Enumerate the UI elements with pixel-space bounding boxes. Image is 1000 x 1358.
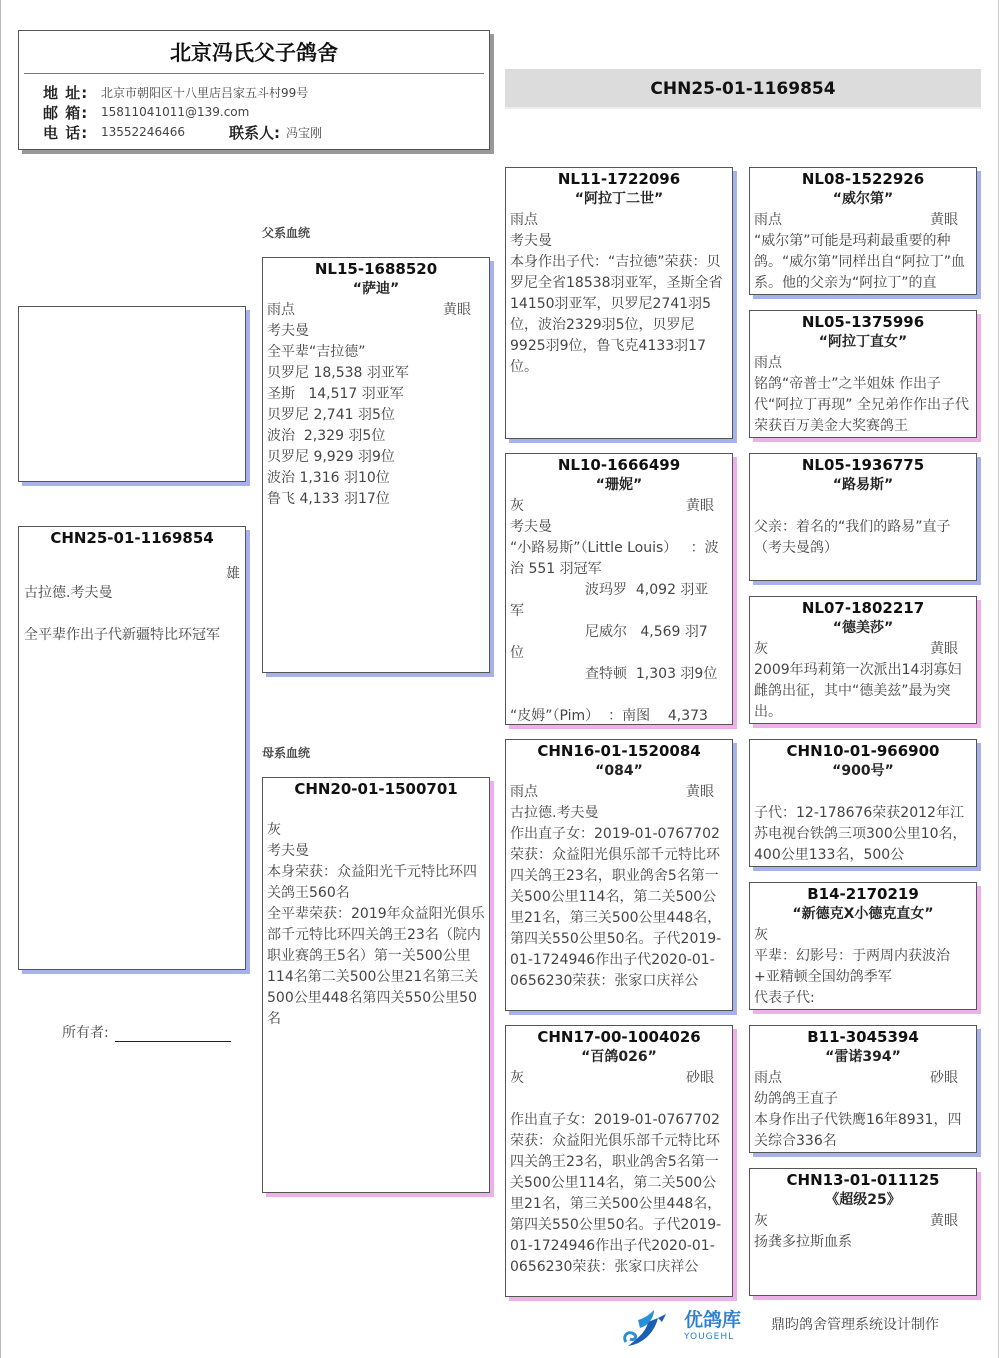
card-line: 本身作出子代：“吉拉德”荣获：贝罗尼全省18538羽亚军，圣斯全省14150羽亚军，贝罗尼2741羽5位，波治2329羽5位，贝罗尼9925羽9位，鲁飞克4133羽17位。 xyxy=(510,254,723,375)
card-line: 全平辈荣获：2019年众益阳光俱乐部千元特比环四关鸽王23名（院内职业赛鸽王5名）第一关500公里114名第二关500公里21名第三关500公里448名第四关550公里50名 xyxy=(267,906,485,1027)
card-name: “阿拉丁直女” xyxy=(818,334,908,350)
card-color: 雨点 xyxy=(510,212,538,228)
sire-section-label: 父系血统 xyxy=(262,226,311,240)
card-line: 代表子代: xyxy=(754,990,815,1006)
sss-card xyxy=(749,167,977,295)
subject-note: 全平辈作出子代新疆特比环冠军 xyxy=(24,627,220,643)
card-ring: NL08-1522926 xyxy=(801,170,925,188)
card-line: 查特顿 1,303 羽9位 xyxy=(585,666,718,682)
sire-card xyxy=(262,257,490,673)
card-line: 作出直子女：2019-01-0767702荣获：众益阳光俱乐部千元特比环四关鸽王23名，职业鸽舍5名第一关500公里114名，第二关500公里21名，第三关500公里448名，第四关550公里50名。子代2019-01-1724946作出子代2020-01-0656230荣获：张家口庆祥公 xyxy=(510,1112,722,1275)
card-line: 考夫曼 xyxy=(267,323,309,339)
card-line: 父亲：着名的“我们的路易”直子（考夫曼鸽） xyxy=(754,519,951,556)
contact-value: 冯宝刚 xyxy=(285,125,322,140)
email-value[interactable]: 15811041011@139.com xyxy=(101,105,250,119)
card-color: 灰 xyxy=(510,1070,524,1086)
card-name: “德美莎” xyxy=(832,620,894,636)
ddd-card xyxy=(749,1168,977,1296)
card-line: “威尔第”可能是玛莉最重要的种鸽。“威尔第”同样出自“阿拉丁”血系。他的父亲为“阿拉丁”的直 xyxy=(754,233,966,291)
card-name: “阿拉丁二世” xyxy=(574,191,664,207)
footer-credit: 鼎昀鸽舍管理系统设计制作 xyxy=(771,1317,939,1333)
footer-brand xyxy=(684,1309,741,1343)
card-color: 灰 xyxy=(754,641,768,657)
card-eye: 砂眼 xyxy=(686,1070,714,1086)
card-line: 铭鸽“帝普士”之半姐妹 作出子代“阿拉丁再现” 全兄弟作作出子代荣获百万美金大奖赛鸽王 xyxy=(754,376,969,434)
card-line: 波玛罗 4,092 羽亚 xyxy=(585,582,709,598)
card-name: “威尔第” xyxy=(832,191,894,207)
card-name: “新德克X小德克直女” xyxy=(792,906,934,922)
card-line: 考夫曼 xyxy=(510,519,552,535)
card-eye: 黄眼 xyxy=(930,212,958,228)
pigeon-photo-placeholder xyxy=(18,306,246,482)
spacer xyxy=(24,604,240,625)
card-name: “萨迪” xyxy=(352,281,400,297)
dam-card xyxy=(262,777,490,1193)
page-border-left xyxy=(0,0,1,1358)
card-color-eye xyxy=(510,210,728,231)
card-line: 鲁飞 4,133 羽17位 xyxy=(267,491,390,507)
dds-card xyxy=(749,1025,977,1153)
card-color-eye xyxy=(267,300,485,321)
brand-name-en: YOUGEHL xyxy=(684,1332,735,1342)
phone-row xyxy=(43,122,489,142)
loft-header xyxy=(18,30,490,150)
phone-value: 13552246466 xyxy=(101,125,185,139)
loft-name: 北京冯氏父子鸽舍 xyxy=(170,41,338,65)
subject-ring: CHN25-01-1169854 xyxy=(50,529,214,547)
card-line: 子代：12-178676荣获2012年江苏电视台铁鸽三项300公里10名，400公里133名，500公 xyxy=(754,805,967,863)
phone-label: 电 话: xyxy=(43,123,89,142)
card-line: 位 xyxy=(510,645,524,661)
card-line: 平辈：幻影号：于两周内获波治+亚精顿全国幼鸽季军 xyxy=(754,948,950,985)
card-color: 雨点 xyxy=(754,212,782,228)
card-ring: NL05-1375996 xyxy=(801,313,925,331)
card-color-eye xyxy=(267,820,485,841)
card-ring: NL05-1936775 xyxy=(801,456,925,474)
card-line: 本身荣获：众益阳光千元特比环四关鸽王560名 xyxy=(267,864,477,901)
card-color-eye xyxy=(510,496,728,517)
card-color-eye xyxy=(510,1068,728,1089)
card-line: 幼鸽鸽王直子 xyxy=(754,1091,838,1107)
spacer xyxy=(754,496,972,517)
card-line: 尼威尔 4,569 羽7 xyxy=(585,624,708,640)
card-eye: 砂眼 xyxy=(930,1070,958,1086)
spacer xyxy=(510,685,728,706)
spacer xyxy=(267,799,485,820)
email-label: 邮 箱: xyxy=(43,103,89,122)
card-ring: CHN16-01-1520084 xyxy=(537,742,701,760)
card-line: 军 xyxy=(510,603,524,619)
card-line: 考夫曼 xyxy=(267,843,309,859)
owner-blank-line[interactable] xyxy=(115,1026,231,1042)
address-label: 地 址: xyxy=(43,83,89,102)
subject-strain: 古拉德.考夫曼 xyxy=(24,585,113,601)
address-value: 北京市朝阳区十八里店吕家五斗村99号 xyxy=(101,85,309,100)
card-ring: NL07-1802217 xyxy=(801,599,925,617)
card-color: 灰 xyxy=(510,498,524,514)
dam-section-label: 母系血统 xyxy=(262,746,311,760)
card-color-eye xyxy=(754,1211,972,1232)
card-color-eye xyxy=(754,925,972,946)
card-color: 灰 xyxy=(267,822,281,838)
card-line: 圣斯 14,517 羽亚军 xyxy=(267,386,404,402)
top-ring-number: CHN25-01-1169854 xyxy=(505,69,981,109)
sire-dam-card xyxy=(505,453,733,725)
subject-sex: 雄 xyxy=(226,566,240,582)
dsd-card xyxy=(749,882,977,1010)
card-line: 波治 1,316 羽10位 xyxy=(267,470,390,486)
card-line: 作出直子女：2019-01-0767702荣获：众益阳光俱乐部千元特比环四关鸽王23名，职业鸽舍5名第一关500公里114名，第二关500公里21名，第三关500公里448名，第四关550公里50名。子代2019-01-1724946作出子代2020-01-0656230荣获：张家口庆祥公 xyxy=(510,826,722,989)
card-line: “小路易斯”（Little Louis） ：波治 551 羽冠军 xyxy=(510,540,719,577)
card-ring: CHN10-01-966900 xyxy=(786,742,940,760)
card-ring: B14-2170219 xyxy=(807,885,919,903)
page-border-right xyxy=(998,0,999,1358)
card-eye: 黄眼 xyxy=(930,1213,958,1229)
card-eye: 黄眼 xyxy=(686,784,714,800)
card-name: “珊妮” xyxy=(595,477,643,493)
card-name: “900号” xyxy=(832,763,894,779)
sdd-card xyxy=(749,596,977,724)
card-name: “084” xyxy=(595,763,643,779)
card-name: “雷诺394” xyxy=(825,1049,901,1065)
card-ring: NL10-1666499 xyxy=(557,456,681,474)
card-color-eye xyxy=(754,210,972,231)
card-line: 全平辈“吉拉德” xyxy=(267,344,366,360)
card-ring: NL11-1722096 xyxy=(557,170,681,188)
yougehl-logo-icon xyxy=(618,1308,672,1348)
card-color: 灰 xyxy=(754,1213,768,1229)
contact-label: 联系人: xyxy=(228,123,280,142)
card-ring: CHN17-00-1004026 xyxy=(537,1028,701,1046)
card-line: 波治 2,329 羽5位 xyxy=(267,428,386,444)
subject-card xyxy=(18,526,246,970)
card-line: 考夫曼 xyxy=(510,233,552,249)
card-line: 贝罗尼 9,929 羽9位 xyxy=(267,449,395,465)
address-row xyxy=(43,82,489,102)
ssd-card xyxy=(749,310,977,438)
card-ring: CHN20-01-1500701 xyxy=(294,780,458,798)
owner-field xyxy=(62,1022,231,1042)
card-color: 雨点 xyxy=(754,1070,782,1086)
card-eye: 黄眼 xyxy=(686,498,714,514)
card-color: 雨点 xyxy=(754,355,782,371)
card-ring: NL15-1688520 xyxy=(314,260,438,278)
card-line: 贝罗尼 2,741 羽5位 xyxy=(267,407,395,423)
card-line: 本身作出子代铁鹰16年8931，四关综合336名 xyxy=(754,1112,962,1149)
card-line: 贝罗尼 18,538 羽亚军 xyxy=(267,365,409,381)
card-color-eye xyxy=(754,353,972,374)
card-name: 《超级25》 xyxy=(825,1192,901,1208)
dam-sire-card xyxy=(505,739,733,1011)
card-eye: 黄眼 xyxy=(443,302,471,318)
owner-label: 所有者: xyxy=(62,1025,109,1041)
card-line: 古拉德.考夫曼 xyxy=(510,805,599,821)
brand-name-cn: 优鸽库 xyxy=(684,1309,742,1331)
card-color-eye xyxy=(754,639,972,660)
card-name: “百鸽026” xyxy=(581,1049,657,1065)
dam-dam-card xyxy=(505,1025,733,1297)
header-divider xyxy=(24,73,484,74)
sire-sire-card xyxy=(505,167,733,439)
sds-card xyxy=(749,453,977,581)
card-color-eye xyxy=(510,782,728,803)
card-line: 2009年玛莉第一次派出14羽寡妇雌鸽出征，其中“德美兹”最为突出。 xyxy=(754,662,962,720)
card-color: 灰 xyxy=(754,927,768,943)
card-line: 扬龚多拉斯血系 xyxy=(754,1234,852,1250)
card-line: “皮姆”（Pim） ：南图 4,373 xyxy=(510,708,708,724)
card-color: 雨点 xyxy=(267,302,295,318)
card-name: “路易斯” xyxy=(832,477,894,493)
dss-card xyxy=(749,739,977,867)
card-ring: CHN13-01-011125 xyxy=(786,1171,940,1189)
email-row xyxy=(43,102,489,122)
loft-info xyxy=(43,82,489,142)
card-ring: B11-3045394 xyxy=(807,1028,919,1046)
card-color: 雨点 xyxy=(510,784,538,800)
spacer xyxy=(510,1089,728,1110)
card-eye: 黄眼 xyxy=(930,641,958,657)
card-color-eye xyxy=(754,1068,972,1089)
spacer xyxy=(754,782,972,803)
